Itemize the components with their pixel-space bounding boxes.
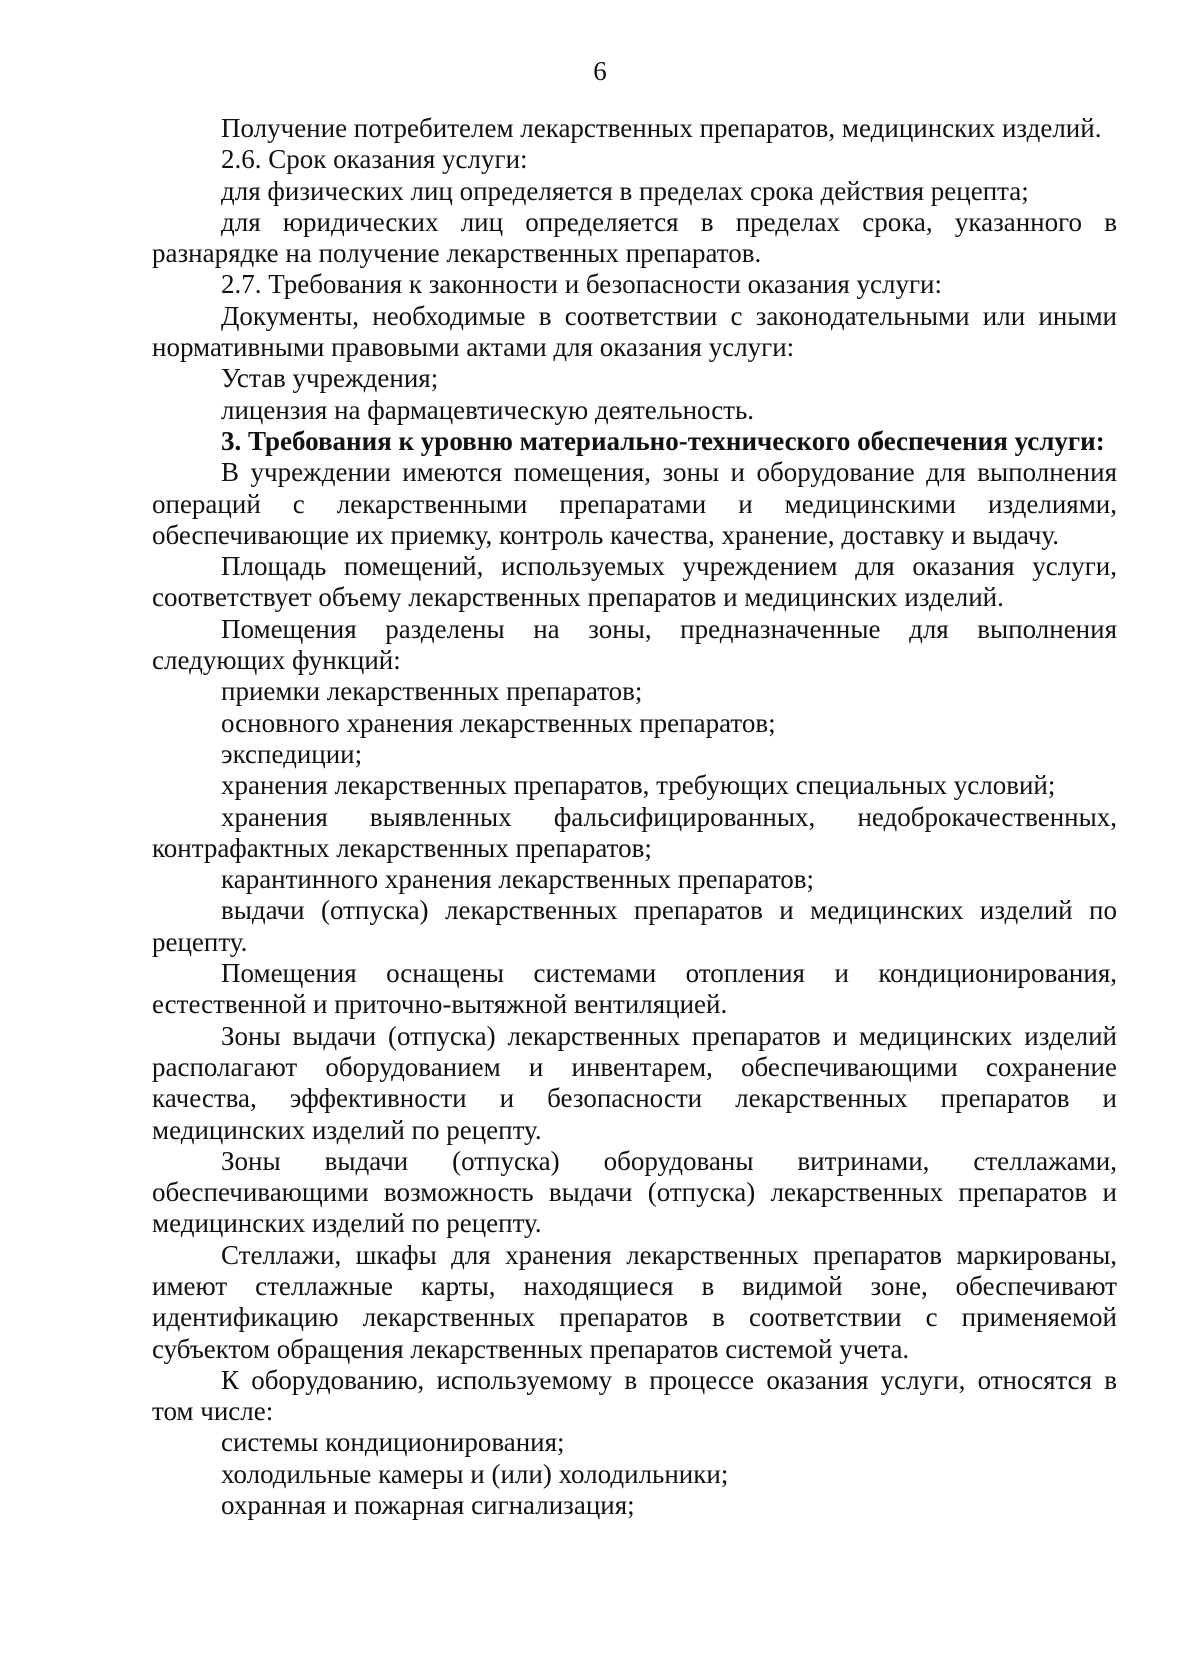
- paragraph: Документы, необходимые в соответствии с законодательными или иными нормативными правовыми актами для оказания услуги:: [152, 300, 1117, 363]
- paragraph: Помещения разделены на зоны, предназначенные для выполнения следующих функций:: [152, 613, 1117, 676]
- list-item: лицензия на фармацевтическую деятельность.: [221, 394, 755, 425]
- list-item: выдачи (отпуска) лекарственных препаратов и медицинских изделий по рецепту.: [152, 895, 1117, 957]
- list-item: хранения выявленных фальсифицированных, недоброкачественных, контрафактных лекарственных препаратов;: [152, 801, 1117, 863]
- list-item: холодильные камеры и (или) холодильники;: [221, 1458, 729, 1489]
- list-item: системы кондиционирования;: [221, 1427, 565, 1458]
- document-body: [152, 113, 1117, 1521]
- section-item-2-7: 2.7. Требования к законности и безопасности оказания услуги:: [221, 269, 943, 300]
- list-item: приемки лекарственных препаратов;: [221, 676, 643, 707]
- paragraph: для физических лиц определяется в пределах срока действия рецепта;: [221, 175, 1029, 206]
- paragraph: Стеллажи, шкафы для хранения лекарственных препаратов маркированы, имеют стеллажные карты, находящиеся в видимой зоне, обеспечивают идентификацию лекарственных препаратов в соответствии с применяемой субъектом обращения лекарственных препаратов системой учета.: [152, 1239, 1117, 1364]
- section-item-2-6: 2.6. Срок оказания услуги:: [221, 144, 528, 175]
- page-number: 6: [593, 56, 607, 86]
- paragraph: Зоны выдачи (отпуска) оборудованы витринами, стеллажами, обеспечивающими возможность выдачи (отпуска) лекарственных препаратов и медицинских изделий по рецепту.: [152, 1145, 1117, 1239]
- list-item: хранения лекарственных препаратов, требующих специальных условий;: [221, 770, 1056, 801]
- list-item: карантинного хранения лекарственных препаратов;: [221, 864, 815, 895]
- list-item: основного хранения лекарственных препаратов;: [221, 707, 776, 738]
- paragraph: К оборудованию, используемому в процессе оказания услуги, относятся в том числе:: [152, 1364, 1117, 1427]
- section-heading-3: 3. Требования к уровню материально-технического обеспечения услуги:: [221, 425, 1105, 456]
- paragraph: Помещения оснащены системами отопления и кондиционирования, естественной и приточно-вытяжной вентиляцией.: [152, 958, 1117, 1020]
- list-item: экспедиции;: [221, 738, 363, 769]
- paragraph: Получение потребителем лекарственных препаратов, медицинских изделий.: [221, 113, 1102, 143]
- paragraph: В учреждении имеются помещения, зоны и оборудование для выполнения операций с лекарственными препаратами и медицинскими изделиями, обеспечивающие их приемку, контроль качества, хранение, доставку и выдачу.: [152, 457, 1117, 550]
- paragraph: Зоны выдачи (отпуска) лекарственных препаратов и медицинских изделий располагают оборудованием и инвентарем, обеспечивающими сохранение качества, эффективности и безопасности лекарственных препаратов и медицинских изделий по рецепту.: [152, 1020, 1117, 1145]
- paragraph: Площадь помещений, используемых учреждением для оказания услуги, соответствует объему лекарственных препаратов и медицинских изделий.: [152, 551, 1117, 613]
- paragraph: для юридических лиц определяется в пределах срока, указанного в разнарядке на получение лекарственных препаратов.: [152, 206, 1117, 269]
- list-item: охранная и пожарная сигнализация;: [221, 1490, 635, 1521]
- list-item: Устав учреждения;: [221, 363, 439, 394]
